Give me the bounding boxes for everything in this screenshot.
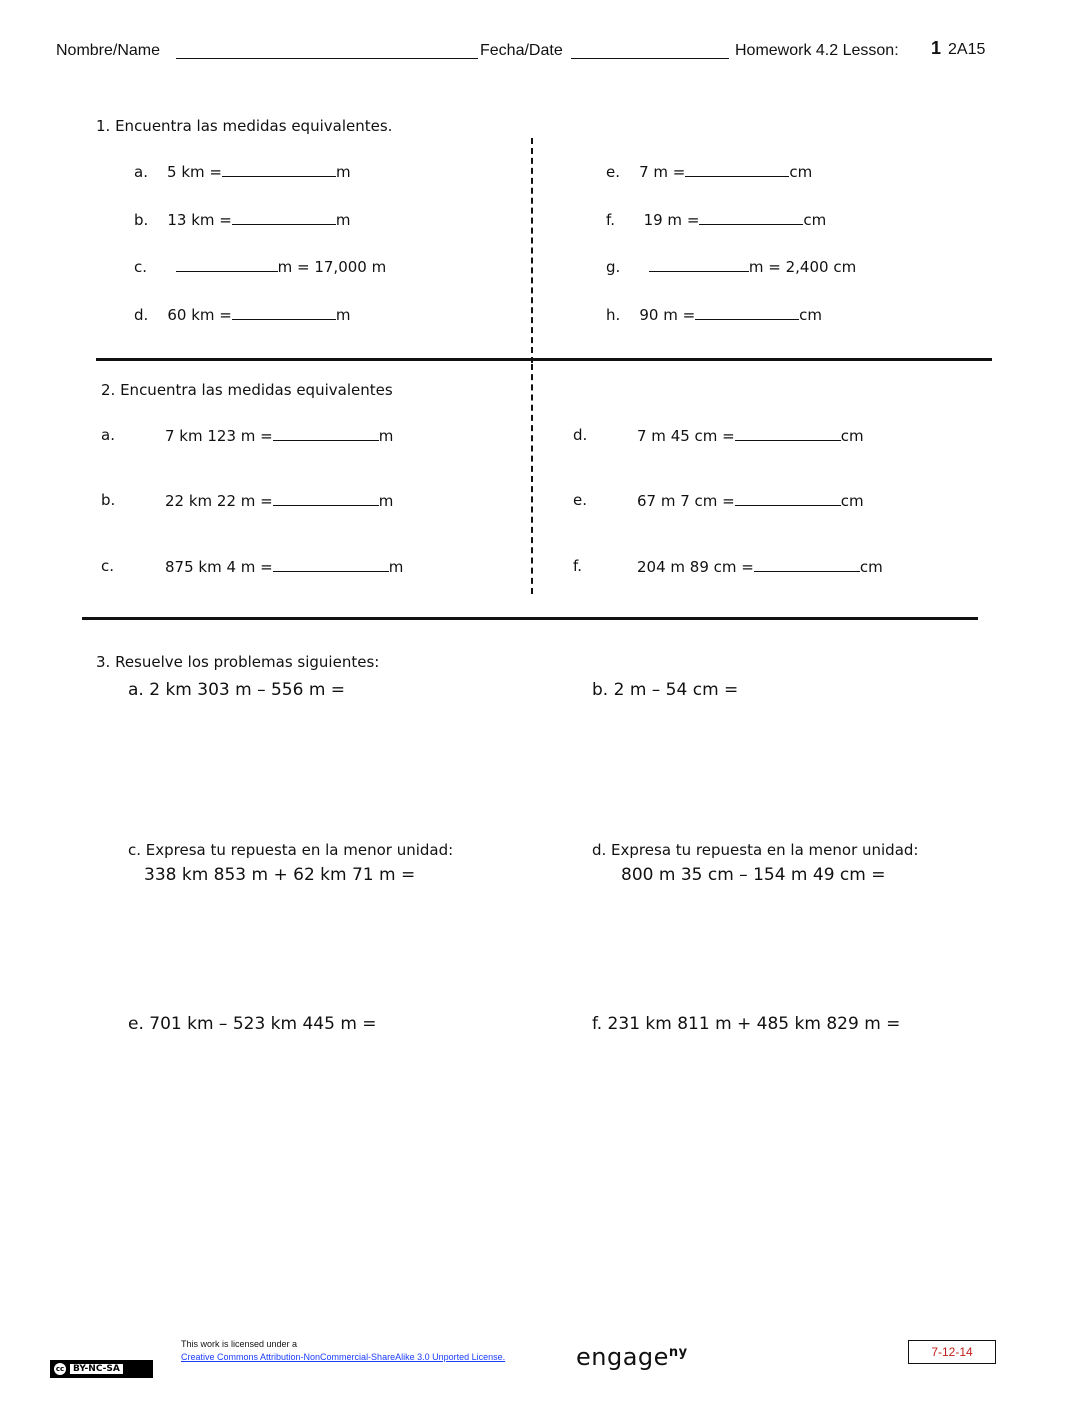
q2-letter-e: e. [573, 491, 587, 509]
q1-divider [531, 138, 533, 363]
name-label: Nombre/Name [56, 42, 161, 59]
q3-problem-d: 800 m 35 cm – 154 m 49 cm = [621, 865, 886, 885]
license-text: This work is licensed under a [181, 1339, 298, 1349]
answer-blank[interactable] [232, 210, 336, 225]
q2-divider [531, 364, 533, 594]
name-field[interactable] [176, 42, 478, 59]
license-link[interactable]: Creative Commons Attribution-NonCommercial-ShareAlike 3.0 Unported License. [181, 1352, 506, 1362]
q2-letter-c: c. [101, 557, 115, 575]
date-code-box: 7-12-14 [908, 1340, 996, 1364]
q2-title: 2. Encuentra las medidas equivalentes [101, 381, 393, 399]
answer-blank[interactable] [176, 257, 278, 272]
q1-item-b: b. 13 km = m [134, 211, 351, 229]
q3-d-instruction: d. Expresa tu repuesta en la menor unidad: [592, 841, 919, 859]
cc-badge-label: BY-NC-SA [70, 1364, 123, 1374]
answer-blank[interactable] [273, 491, 379, 506]
answer-blank[interactable] [273, 426, 379, 441]
answer-blank[interactable] [685, 162, 789, 177]
answer-blank[interactable] [699, 210, 803, 225]
homework-label: Homework 4.2 Lesson: [735, 42, 899, 59]
answer-blank[interactable] [232, 305, 336, 320]
q1-item-g: g. m = 2,400 cm [606, 258, 857, 276]
q2-item-c: 875 km 4 m = m [165, 558, 404, 576]
q1-title: 1. Encuentra las medidas equivalentes. [96, 117, 393, 135]
date-label: Fecha/Date [480, 42, 563, 59]
q2-item-d: 7 m 45 cm = cm [637, 427, 864, 445]
q1-item-c: c. m = 17,000 m [134, 258, 387, 276]
lesson-number: 1 [931, 38, 942, 58]
q1-item-h: h. 90 m = cm [606, 306, 823, 324]
q1-item-a: a. 5 km = m [134, 163, 351, 181]
cc-icon: cc [55, 1365, 65, 1373]
q1-item-e: e. 7 m = cm [606, 163, 813, 181]
q3-problem-e: e. 701 km – 523 km 445 m = [128, 1014, 377, 1034]
q1-item-f: f. 19 m = cm [606, 211, 827, 229]
q2-letter-f: f. [573, 557, 582, 575]
q2-letter-a: a. [101, 426, 115, 444]
q3-problem-c: 338 km 853 m + 62 km 71 m = [144, 865, 416, 885]
q3-c-instruction: c. Expresa tu repuesta en la menor unidad: [128, 841, 454, 859]
date-field[interactable] [571, 42, 729, 59]
q2-item-e: 67 m 7 cm = cm [637, 492, 864, 510]
q1-item-d: d. 60 km = m [134, 306, 351, 324]
q3-problem-b: b. 2 m – 54 cm = [592, 680, 739, 700]
section-divider-1 [96, 358, 992, 361]
cc-license-badge [50, 1360, 153, 1378]
q3-problem-a: a. 2 km 303 m – 556 m = [128, 680, 346, 700]
lesson-code: 2A15 [948, 41, 986, 58]
q3-title: 3. Resuelve los problemas siguientes: [96, 653, 380, 671]
answer-blank[interactable] [735, 426, 841, 441]
engageny-logo: engage$^{ny}$ [576, 1343, 688, 1371]
section-divider-2 [82, 617, 978, 620]
q2-item-a: 7 km 123 m = m [165, 427, 394, 445]
answer-blank[interactable] [273, 557, 389, 572]
answer-blank[interactable] [754, 557, 860, 572]
q3-problem-f: f. 231 km 811 m + 485 km 829 m = [592, 1014, 901, 1034]
answer-blank[interactable] [649, 257, 749, 272]
answer-blank[interactable] [222, 162, 336, 177]
answer-blank[interactable] [695, 305, 799, 320]
q2-letter-b: b. [101, 491, 116, 509]
q2-letter-d: d. [573, 426, 588, 444]
q2-item-f: 204 m 89 cm = cm [637, 558, 883, 576]
q2-item-b: 22 km 22 m = m [165, 492, 394, 510]
license-link-wrap [181, 1352, 505, 1362]
answer-blank[interactable] [735, 491, 841, 506]
